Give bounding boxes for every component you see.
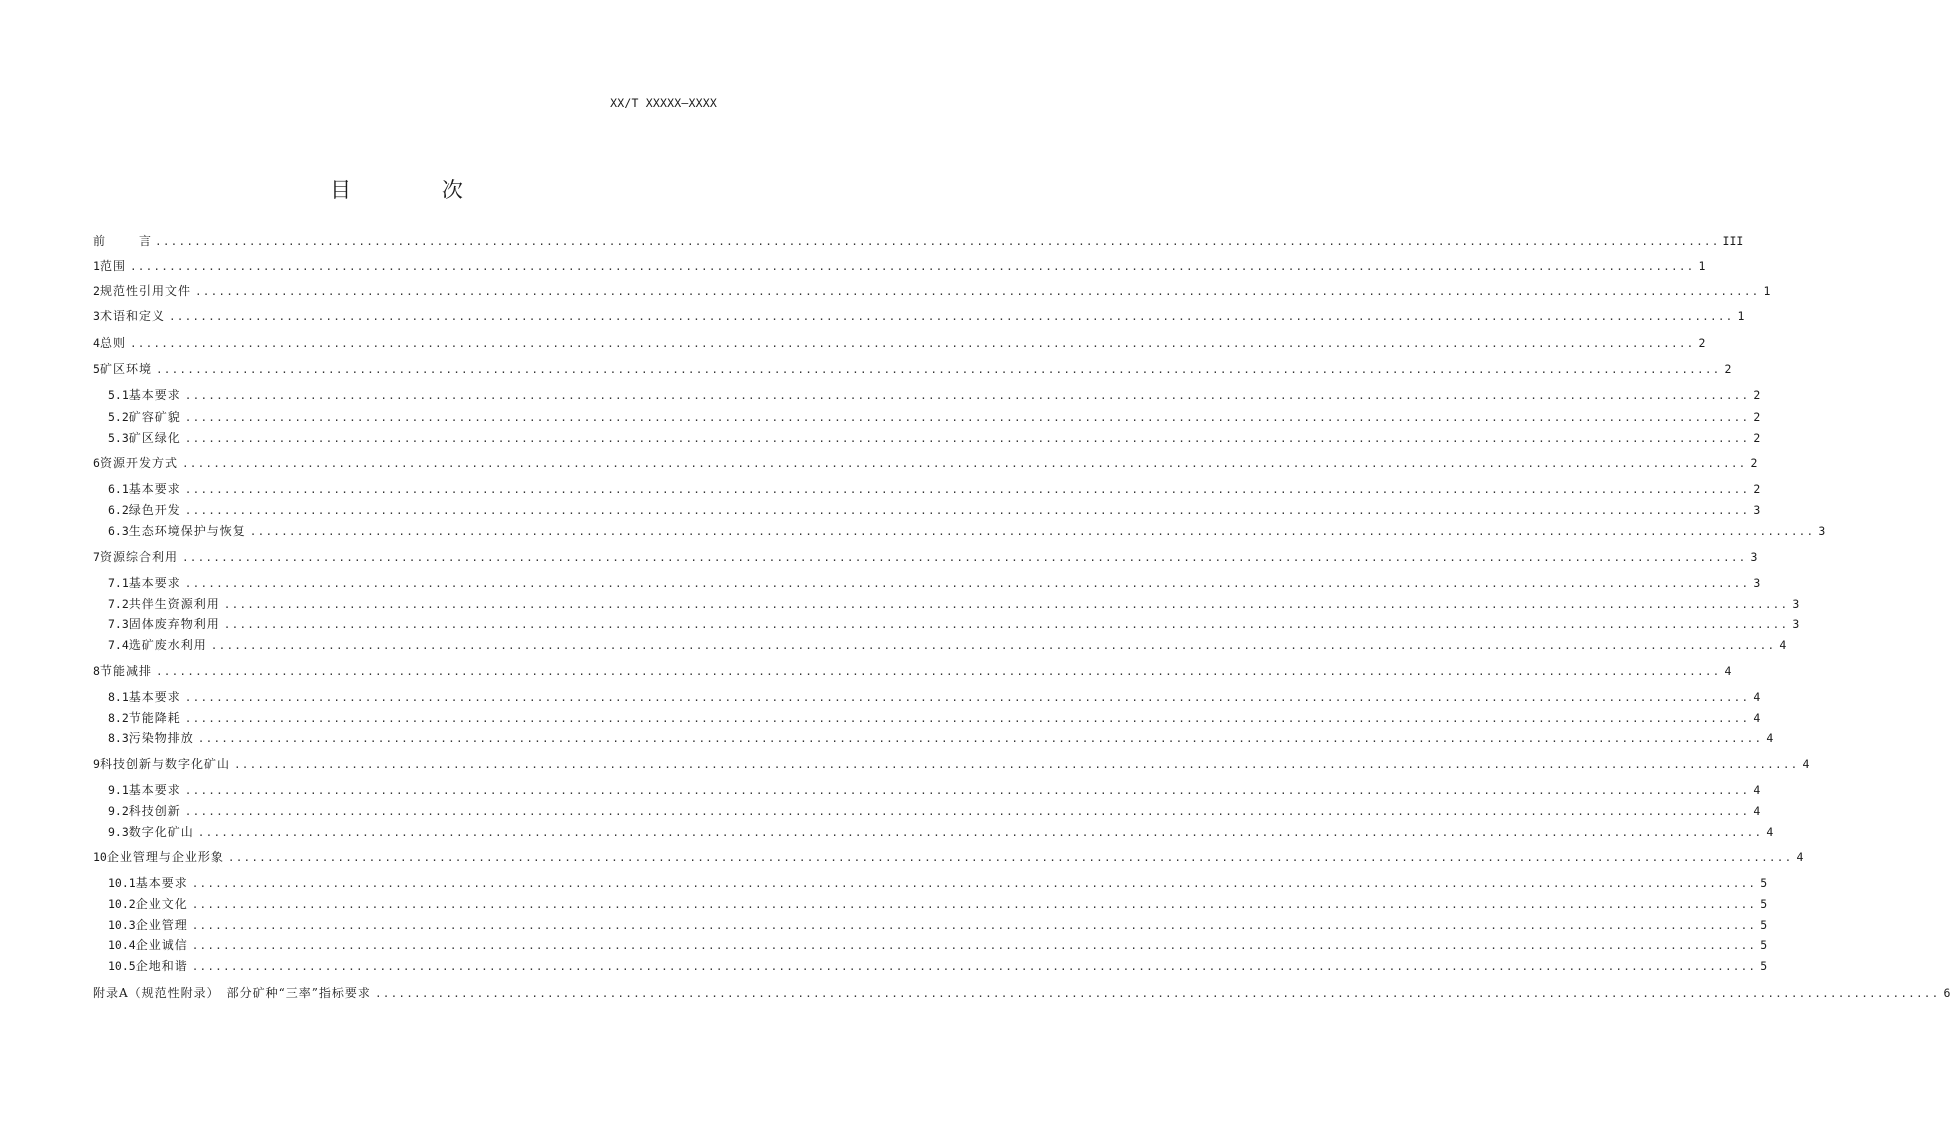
toc-entry-label: 规范性引用文件 — [99, 284, 191, 298]
toc-dot-leader: ........................................................................................................................................................................................................ — [223, 618, 1789, 631]
toc-entry[interactable] — [93, 848, 1804, 866]
toc-entry-label: 生态环境保护与恢复 — [128, 524, 246, 538]
toc-entry-label: 矿区环境 — [99, 362, 152, 376]
toc-entry-number: 5.3 — [108, 431, 129, 445]
toc-dot-leader: ........................................................................................................................................................................................................ — [227, 851, 1793, 864]
toc-dot-leader: ........................................................................................................................................................................................................ — [155, 665, 1721, 678]
toc-dot-leader: ........................................................................................................................................................................................................ — [181, 551, 1747, 564]
toc-entry-number: 5.1 — [108, 388, 129, 402]
toc-entry-number: 6.3 — [108, 524, 129, 538]
toc-entry-page-number: 3 — [1792, 617, 1800, 631]
document-id: XX/T XXXXX—XXXX — [610, 96, 717, 110]
toc-entry[interactable] — [108, 688, 1761, 706]
toc-dot-leader: ........................................................................................................................................................................................................ — [191, 960, 1757, 973]
toc-dot-leader: ........................................................................................................................................................................................................ — [191, 919, 1757, 932]
toc-dot-leader: ........................................................................................................................................................................................................ — [184, 483, 1750, 496]
toc-entry-page-number: 4 — [1802, 757, 1810, 771]
toc-entry[interactable] — [93, 282, 1771, 300]
toc-entry[interactable] — [108, 595, 1800, 613]
toc-entry-page-number: 2 — [1724, 362, 1732, 376]
toc-entry-page-number: 4 — [1779, 638, 1787, 652]
toc-entry-label: 科技创新与数字化矿山 — [99, 757, 230, 771]
page-title: 目 次 — [330, 178, 505, 202]
toc-dot-leader: ........................................................................................................................................................................................................ — [184, 577, 1750, 590]
toc-entry-page-number: 6 — [1943, 986, 1950, 1000]
toc-entry-page-number: 5 — [1760, 959, 1768, 973]
toc-entry-page-number: 4 — [1796, 850, 1804, 864]
toc-entry-number: 7.2 — [108, 597, 129, 611]
toc-entry[interactable] — [108, 895, 1768, 913]
toc-entry-number: 10 — [93, 850, 107, 864]
toc-entry[interactable] — [108, 501, 1761, 519]
toc-entry-page-number: 1 — [1698, 259, 1706, 273]
toc-entry-page-number: 4 — [1766, 825, 1774, 839]
toc-entry-page-number: 3 — [1818, 524, 1826, 538]
toc-entry-page-number: 5 — [1760, 897, 1768, 911]
toc-entry-number: 1 — [93, 259, 100, 273]
toc-dot-leader: ........................................................................................................................................................................................................ — [233, 758, 1799, 771]
toc-entry[interactable] — [93, 307, 1745, 325]
toc-entry[interactable] — [108, 936, 1768, 954]
toc-entry[interactable] — [93, 360, 1732, 378]
toc-entry[interactable] — [108, 729, 1774, 747]
toc-dot-leader: ........................................................................................................................................................................................................ — [129, 337, 1695, 350]
toc-dot-leader: ........................................................................................................................................................................................................ — [194, 285, 1760, 298]
toc-entry[interactable] — [108, 957, 1768, 975]
toc-entry-number: 7 — [93, 550, 100, 564]
toc-entry-label: 节能减排 — [99, 664, 152, 678]
toc-dot-leader: ........................................................................................................................................................................................................ — [155, 235, 1720, 248]
toc-entry-page-number: 5 — [1760, 918, 1768, 932]
toc-dot-leader: ........................................................................................................................................................................................................ — [184, 805, 1750, 818]
toc-entry-page-number: 2 — [1753, 431, 1761, 445]
toc-entry-page-number: 1 — [1737, 309, 1745, 323]
toc-entry-number: 10.5 — [108, 959, 136, 973]
toc-entry-page-number: 2 — [1753, 482, 1761, 496]
toc-entry[interactable] — [93, 232, 1744, 250]
toc-entry[interactable] — [93, 662, 1732, 680]
toc-entry-label: 附录A（规范性附录） 部分矿种“三率”指标要求 — [93, 986, 371, 1000]
toc-entry-page-number: 4 — [1753, 783, 1761, 797]
toc-dot-leader: ........................................................................................................................................................................................................ — [168, 310, 1734, 323]
toc-entry[interactable] — [108, 823, 1774, 841]
toc-entry[interactable] — [108, 781, 1761, 799]
toc-dot-leader: ........................................................................................................................................................................................................ — [191, 898, 1757, 911]
toc-entry-label: 矿容矿貌 — [128, 410, 181, 424]
toc-dot-leader: ........................................................................................................................................................................................................ — [197, 826, 1763, 839]
toc-entry-page-number: 4 — [1753, 711, 1761, 725]
toc-entry-label: 范围 — [99, 259, 126, 273]
toc-entry-page-number: 3 — [1753, 576, 1761, 590]
toc-entry-page-number: 2 — [1750, 456, 1758, 470]
toc-dot-leader: ........................................................................................................................................................................................................ — [374, 987, 1940, 1000]
toc-entry[interactable] — [93, 257, 1706, 275]
toc-entry-label: 固体废弃物利用 — [128, 617, 220, 631]
toc-entry-page-number: 2 — [1698, 336, 1706, 350]
toc-entry-label: 总则 — [99, 336, 126, 350]
toc-entry-number: 7.4 — [108, 638, 129, 652]
toc-entry-number: 8.1 — [108, 690, 129, 704]
toc-entry-label: 节能降耗 — [128, 711, 181, 725]
toc-entry[interactable] — [108, 916, 1768, 934]
toc-dot-leader: ........................................................................................................................................................................................................ — [249, 525, 1815, 538]
toc-entry-label: 基本要求 — [128, 690, 181, 704]
toc-entry-number: 7.1 — [108, 576, 129, 590]
toc-dot-leader: ........................................................................................................................................................................................................ — [155, 363, 1721, 376]
toc-dot-leader: ........................................................................................................................................................................................................ — [223, 598, 1789, 611]
toc-entry-label: 企业文化 — [135, 897, 188, 911]
toc-entry-number: 8.3 — [108, 731, 129, 745]
toc-entry[interactable] — [93, 454, 1758, 472]
toc-entry[interactable] — [108, 615, 1800, 633]
toc-dot-leader: ........................................................................................................................................................................................................ — [210, 639, 1776, 652]
toc-entry-number: 9 — [93, 757, 100, 771]
toc-entry-label: 基本要求 — [128, 388, 181, 402]
toc-entry[interactable] — [93, 984, 1950, 1002]
toc-dot-leader: ........................................................................................................................................................................................................ — [191, 939, 1757, 952]
toc-entry[interactable] — [93, 548, 1758, 566]
toc-entry-number: 9.2 — [108, 804, 129, 818]
toc-entry-number: 10.2 — [108, 897, 136, 911]
toc-entry-page-number: 4 — [1766, 731, 1774, 745]
toc-dot-leader: ........................................................................................................................................................................................................ — [129, 260, 1695, 273]
toc-entry-page-number: 4 — [1753, 804, 1761, 818]
toc-entry-label: 数字化矿山 — [128, 825, 194, 839]
toc-entry-number: 8 — [93, 664, 100, 678]
toc-entry-number: 9.3 — [108, 825, 129, 839]
toc-entry-page-number: 5 — [1760, 938, 1768, 952]
toc-dot-leader: ........................................................................................................................................................................................................ — [181, 457, 1747, 470]
toc-entry-number: 5 — [93, 362, 100, 376]
toc-entry-page-number: 1 — [1763, 284, 1771, 298]
toc-entry-label: 术语和定义 — [99, 309, 165, 323]
toc-entry-page-number: 2 — [1753, 410, 1761, 424]
toc-dot-leader: ........................................................................................................................................................................................................ — [184, 691, 1750, 704]
toc-entry-label: 污染物排放 — [128, 731, 194, 745]
toc-entry-label: 绿色开发 — [128, 503, 181, 517]
toc-entry[interactable] — [108, 574, 1761, 592]
toc-entry-label: 资源综合利用 — [99, 550, 178, 564]
toc-entry-page-number: 3 — [1753, 503, 1761, 517]
toc-dot-leader: ........................................................................................................................................................................................................ — [184, 432, 1750, 445]
toc-entry-number: 7.3 — [108, 617, 129, 631]
toc-entry[interactable] — [108, 386, 1761, 404]
toc-entry-number: 10.3 — [108, 918, 136, 932]
toc-entry-page-number: 2 — [1753, 388, 1761, 402]
toc-entry-number: 6.1 — [108, 482, 129, 496]
toc-dot-leader: ........................................................................................................................................................................................................ — [184, 712, 1750, 725]
toc-entry[interactable] — [108, 636, 1787, 654]
toc-entry[interactable] — [93, 755, 1810, 773]
toc-entry-page-number: 5 — [1760, 876, 1768, 890]
toc-dot-leader: ........................................................................................................................................................................................................ — [197, 732, 1763, 745]
toc-entry-page-number: 3 — [1750, 550, 1758, 564]
toc-entry-page-number: 3 — [1792, 597, 1800, 611]
toc-entry[interactable] — [108, 480, 1761, 498]
toc-entry-label: 基本要求 — [128, 576, 181, 590]
toc-entry-label: 企业管理 — [135, 918, 188, 932]
toc-entry-label: 矿区绿化 — [128, 431, 181, 445]
toc-entry-page-number: 4 — [1753, 690, 1761, 704]
toc-entry-label: 共伴生资源利用 — [128, 597, 220, 611]
toc-entry[interactable] — [108, 408, 1761, 426]
toc-entry-label: 基本要求 — [128, 783, 181, 797]
toc-entry-number: 6.2 — [108, 503, 129, 517]
toc-entry[interactable] — [108, 429, 1761, 447]
toc-entry[interactable] — [108, 522, 1826, 540]
toc-dot-leader: ........................................................................................................................................................................................................ — [191, 877, 1757, 890]
toc-entry-page-number: 4 — [1724, 664, 1732, 678]
toc-entry-number: 5.2 — [108, 410, 129, 424]
toc-entry[interactable] — [108, 802, 1761, 820]
toc-entry[interactable] — [93, 334, 1706, 352]
toc-entry-label: 基本要求 — [135, 876, 188, 890]
toc-dot-leader: ........................................................................................................................................................................................................ — [184, 411, 1750, 424]
toc-entry-number: 8.2 — [108, 711, 129, 725]
toc-entry-label: 基本要求 — [128, 482, 181, 496]
toc-entry-number: 10.1 — [108, 876, 136, 890]
toc-dot-leader: ........................................................................................................................................................................................................ — [184, 784, 1750, 797]
toc-entry-label: 企地和谐 — [135, 959, 188, 973]
toc-entry-label: 企业诚信 — [135, 938, 188, 952]
toc-entry-number: 6 — [93, 456, 100, 470]
toc-entry-number: 10.4 — [108, 938, 136, 952]
toc-entry-label: 企业管理与企业形象 — [106, 850, 224, 864]
toc-entry-page-number: III — [1722, 234, 1744, 248]
toc-entry-label: 资源开发方式 — [99, 456, 178, 470]
toc-entry-label: 选矿废水利用 — [128, 638, 207, 652]
toc-entry-number: 4 — [93, 336, 100, 350]
toc-entry[interactable] — [108, 874, 1768, 892]
toc-entry-label: 科技创新 — [128, 804, 181, 818]
toc-entry-number: 2 — [93, 284, 100, 298]
toc-entry-number: 3 — [93, 309, 100, 323]
toc-entry-number: 9.1 — [108, 783, 129, 797]
toc-dot-leader: ........................................................................................................................................................................................................ — [184, 389, 1750, 402]
toc-entry[interactable] — [108, 709, 1761, 727]
toc-entry-label: 前 言 — [93, 234, 152, 248]
toc-dot-leader: ........................................................................................................................................................................................................ — [184, 504, 1750, 517]
